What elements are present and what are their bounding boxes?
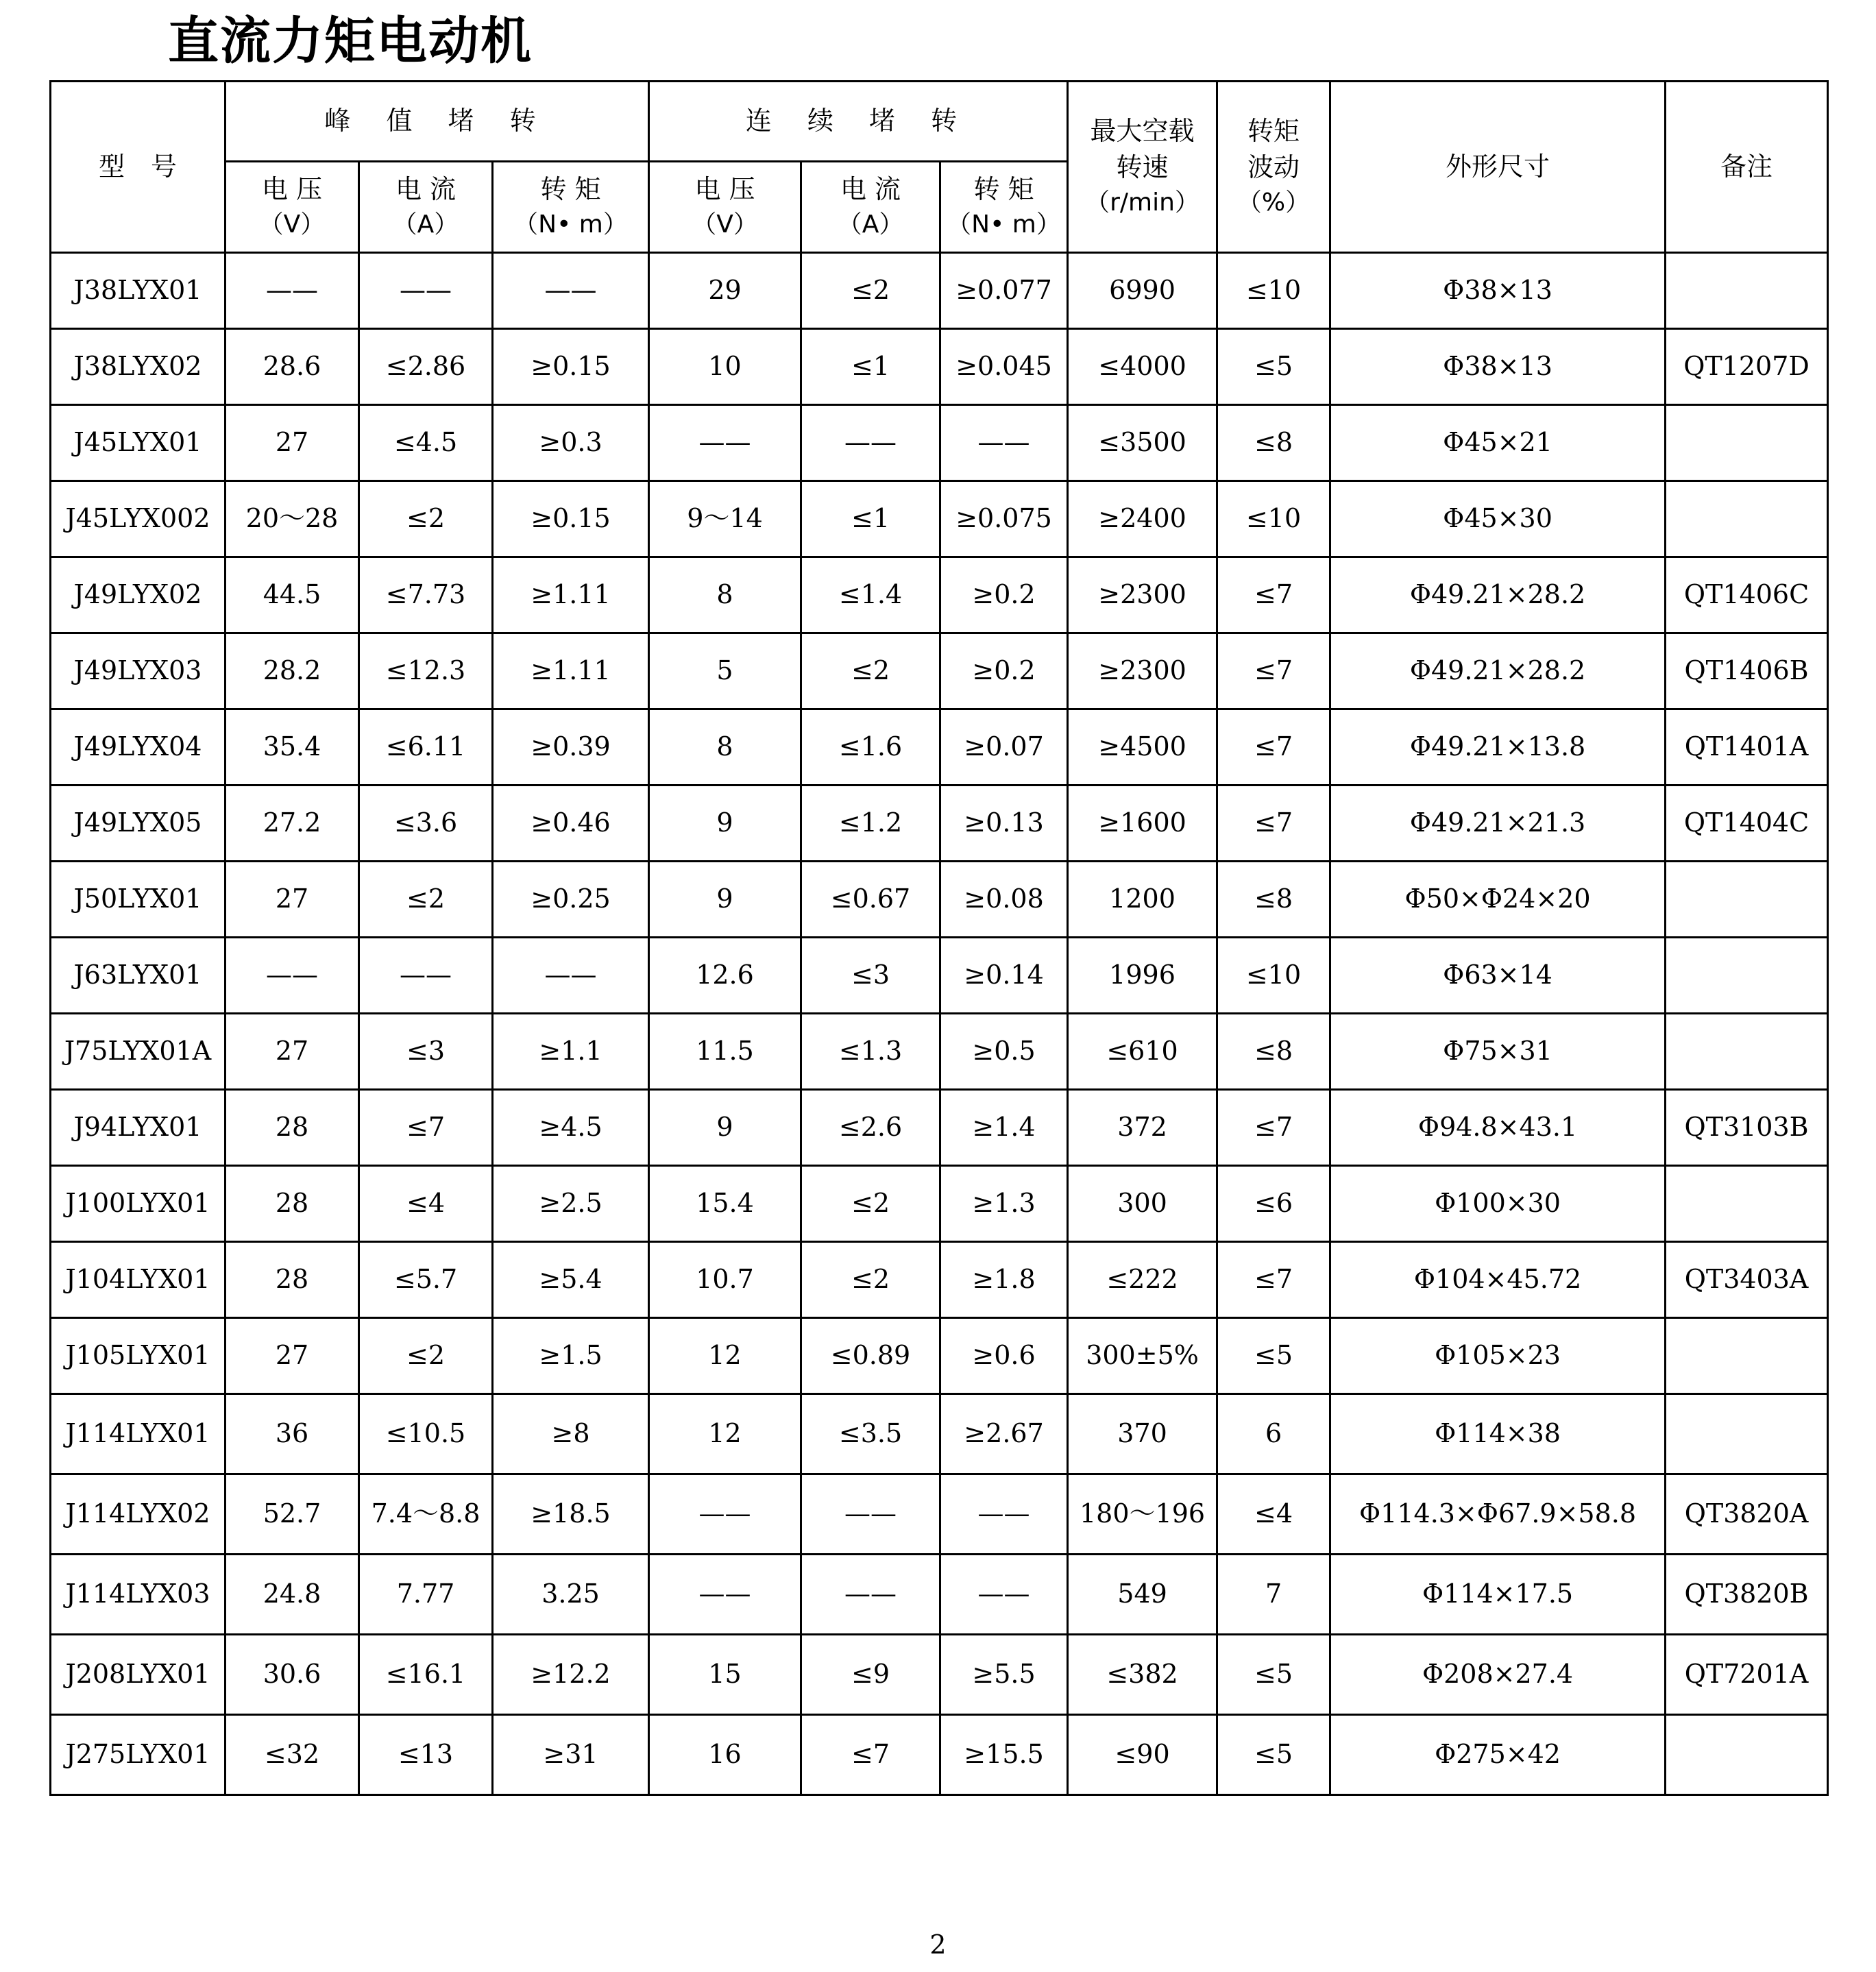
cell-dimensions: Φ208×27.4 (1330, 1635, 1666, 1715)
cell-peak-current: ≤2.86 (359, 329, 493, 405)
cell-remarks (1666, 1166, 1828, 1242)
cell-model: J45LYX002 (51, 481, 226, 557)
cell-cont-voltage: 9～14 (649, 481, 801, 557)
cell-max-speed: ≤382 (1068, 1635, 1217, 1715)
cell-max-speed: ≥1600 (1068, 786, 1217, 862)
cell-remarks: QT3403A (1666, 1242, 1828, 1318)
cell-max-speed: ≤90 (1068, 1715, 1217, 1795)
header-peak-stall: 峰 值 堵 转 (226, 82, 649, 162)
cell-peak-current: ≤2 (359, 481, 493, 557)
cell-dimensions: Φ49.21×13.8 (1330, 709, 1666, 786)
cell-cont-torque: ≥0.2 (940, 633, 1068, 709)
cell-cont-current: ≤2 (801, 1166, 940, 1242)
cell-dimensions: Φ75×31 (1330, 1014, 1666, 1090)
cell-max-speed: ≥4500 (1068, 709, 1217, 786)
table-row (51, 709, 1828, 786)
cell-remarks (1666, 1715, 1828, 1795)
cell-torque-ripple: ≤5 (1217, 329, 1330, 405)
cell-remarks (1666, 1394, 1828, 1474)
table-row (51, 862, 1828, 938)
cell-remarks (1666, 253, 1828, 329)
cell-dimensions: Φ100×30 (1330, 1166, 1666, 1242)
cell-cont-torque: —— (940, 405, 1068, 481)
cell-peak-voltage: 27 (226, 405, 359, 481)
cell-max-speed: ≥2400 (1068, 481, 1217, 557)
cell-cont-voltage: 15 (649, 1635, 801, 1715)
cell-remarks (1666, 862, 1828, 938)
cell-max-speed: 549 (1068, 1555, 1217, 1635)
cell-cont-torque: ≥0.14 (940, 938, 1068, 1014)
cell-cont-voltage: 15.4 (649, 1166, 801, 1242)
table-row (51, 786, 1828, 862)
cell-peak-current: —— (359, 253, 493, 329)
cell-cont-voltage: 11.5 (649, 1014, 801, 1090)
header-peak-torque: 转 矩 （N• m） (493, 162, 649, 253)
cell-max-speed: ≥2300 (1068, 557, 1217, 633)
cell-dimensions: Φ45×21 (1330, 405, 1666, 481)
cell-peak-current: 7.4～8.8 (359, 1474, 493, 1555)
cell-torque-ripple: ≤6 (1217, 1166, 1330, 1242)
header-cont-torque: 转 矩 （N• m） (940, 162, 1068, 253)
cell-cont-torque: ≥0.077 (940, 253, 1068, 329)
cell-cont-torque: ≥1.8 (940, 1242, 1068, 1318)
cell-peak-voltage: —— (226, 938, 359, 1014)
cell-model: J38LYX01 (51, 253, 226, 329)
cell-max-speed: 1200 (1068, 862, 1217, 938)
cell-dimensions: Φ114.3×Φ67.9×58.8 (1330, 1474, 1666, 1555)
cell-remarks: QT1404C (1666, 786, 1828, 862)
cell-cont-torque: ≥0.07 (940, 709, 1068, 786)
cell-model: J105LYX01 (51, 1318, 226, 1394)
cell-dimensions: Φ38×13 (1330, 329, 1666, 405)
cell-cont-voltage: 8 (649, 557, 801, 633)
cell-peak-current: ≤6.11 (359, 709, 493, 786)
cell-cont-torque: ≥15.5 (940, 1715, 1068, 1795)
cell-peak-torque: ≥0.15 (493, 329, 649, 405)
cell-cont-current: ≤3 (801, 938, 940, 1014)
header-max-speed: 最大空载 转速 （r/min） (1068, 82, 1217, 253)
header-torque-ripple: 转矩 波动 （%） (1217, 82, 1330, 253)
table-row (51, 1635, 1828, 1715)
cell-peak-torque: ≥0.39 (493, 709, 649, 786)
cell-remarks: QT7201A (1666, 1635, 1828, 1715)
header-cont-voltage: 电 压 （V） (649, 162, 801, 253)
cell-dimensions: Φ45×30 (1330, 481, 1666, 557)
cell-dimensions: Φ105×23 (1330, 1318, 1666, 1394)
cell-cont-current: ≤0.67 (801, 862, 940, 938)
cell-peak-current: ≤12.3 (359, 633, 493, 709)
cell-cont-current: ≤9 (801, 1635, 940, 1715)
cell-torque-ripple: ≤7 (1217, 557, 1330, 633)
table-row (51, 481, 1828, 557)
cell-peak-voltage: 27 (226, 862, 359, 938)
table-body (51, 253, 1828, 1795)
cell-cont-current: ≤7 (801, 1715, 940, 1795)
cell-dimensions: Φ275×42 (1330, 1715, 1666, 1795)
cell-peak-voltage: 28.2 (226, 633, 359, 709)
page-title: 直流力矩电动机 (168, 12, 533, 71)
cell-max-speed: 1996 (1068, 938, 1217, 1014)
cell-max-speed: 6990 (1068, 253, 1217, 329)
cell-model: J114LYX02 (51, 1474, 226, 1555)
cell-cont-torque: ≥0.5 (940, 1014, 1068, 1090)
cell-dimensions: Φ114×17.5 (1330, 1555, 1666, 1635)
cell-dimensions: Φ104×45.72 (1330, 1242, 1666, 1318)
cell-peak-current: ≤13 (359, 1715, 493, 1795)
cell-cont-voltage: 10 (649, 329, 801, 405)
cell-peak-torque: ≥12.2 (493, 1635, 649, 1715)
cell-cont-torque: —— (940, 1474, 1068, 1555)
cell-model: J94LYX01 (51, 1090, 226, 1166)
table-row (51, 633, 1828, 709)
header-continuous-stall: 连 续 堵 转 (649, 82, 1068, 162)
cell-model: J104LYX01 (51, 1242, 226, 1318)
cell-peak-torque: ≥0.25 (493, 862, 649, 938)
cell-model: J208LYX01 (51, 1635, 226, 1715)
cell-peak-voltage: —— (226, 253, 359, 329)
cell-cont-torque: ≥0.075 (940, 481, 1068, 557)
cell-dimensions: Φ38×13 (1330, 253, 1666, 329)
cell-peak-current: ≤7.73 (359, 557, 493, 633)
cell-dimensions: Φ114×38 (1330, 1394, 1666, 1474)
cell-max-speed: ≥2300 (1068, 633, 1217, 709)
cell-cont-torque: ≥0.045 (940, 329, 1068, 405)
cell-peak-voltage: 20～28 (226, 481, 359, 557)
table-row (51, 557, 1828, 633)
cell-model: J50LYX01 (51, 862, 226, 938)
cell-dimensions: Φ49.21×28.2 (1330, 557, 1666, 633)
cell-max-speed: ≤4000 (1068, 329, 1217, 405)
cell-remarks (1666, 938, 1828, 1014)
cell-cont-current: —— (801, 1555, 940, 1635)
table-row (51, 1242, 1828, 1318)
cell-torque-ripple: ≤7 (1217, 1242, 1330, 1318)
header-dimensions: 外形尺寸 (1330, 82, 1666, 253)
cell-cont-voltage: 9 (649, 1090, 801, 1166)
cell-peak-torque: ≥0.3 (493, 405, 649, 481)
cell-cont-current: ≤3.5 (801, 1394, 940, 1474)
cell-cont-current: ≤1 (801, 481, 940, 557)
cell-peak-current: ≤7 (359, 1090, 493, 1166)
cell-model: J45LYX01 (51, 405, 226, 481)
header-peak-current: 电 流 （A） (359, 162, 493, 253)
cell-peak-torque: ≥0.15 (493, 481, 649, 557)
cell-torque-ripple: ≤8 (1217, 405, 1330, 481)
cell-model: J114LYX03 (51, 1555, 226, 1635)
cell-cont-voltage: 10.7 (649, 1242, 801, 1318)
header-cont-current: 电 流 （A） (801, 162, 940, 253)
cell-peak-torque: ≥18.5 (493, 1474, 649, 1555)
cell-max-speed: 372 (1068, 1090, 1217, 1166)
cell-peak-current: ≤4.5 (359, 405, 493, 481)
cell-cont-voltage: 8 (649, 709, 801, 786)
cell-torque-ripple: ≤5 (1217, 1318, 1330, 1394)
cell-remarks (1666, 1014, 1828, 1090)
cell-dimensions: Φ63×14 (1330, 938, 1666, 1014)
cell-peak-current: 7.77 (359, 1555, 493, 1635)
cell-cont-torque: ≥0.2 (940, 557, 1068, 633)
table-row (51, 1715, 1828, 1795)
cell-max-speed: ≤222 (1068, 1242, 1217, 1318)
cell-dimensions: Φ94.8×43.1 (1330, 1090, 1666, 1166)
cell-peak-voltage: 28 (226, 1090, 359, 1166)
cell-remarks: QT3820B (1666, 1555, 1828, 1635)
cell-max-speed: ≤3500 (1068, 405, 1217, 481)
table-row (51, 253, 1828, 329)
cell-torque-ripple: ≤5 (1217, 1715, 1330, 1795)
cell-peak-torque: ≥1.11 (493, 633, 649, 709)
cell-cont-current: ≤2 (801, 633, 940, 709)
cell-cont-voltage: 5 (649, 633, 801, 709)
cell-peak-voltage: 28.6 (226, 329, 359, 405)
cell-dimensions: Φ49.21×21.3 (1330, 786, 1666, 862)
cell-peak-torque: ≥2.5 (493, 1166, 649, 1242)
cell-cont-voltage: 16 (649, 1715, 801, 1795)
cell-peak-current: ≤5.7 (359, 1242, 493, 1318)
table-row (51, 329, 1828, 405)
cell-cont-torque: ≥1.3 (940, 1166, 1068, 1242)
cell-torque-ripple: ≤10 (1217, 481, 1330, 557)
table-row (51, 405, 1828, 481)
cell-model: J49LYX05 (51, 786, 226, 862)
cell-remarks (1666, 1318, 1828, 1394)
cell-cont-current: ≤1.2 (801, 786, 940, 862)
cell-peak-current: ≤2 (359, 1318, 493, 1394)
cell-cont-voltage: —— (649, 405, 801, 481)
cell-peak-voltage: 24.8 (226, 1555, 359, 1635)
cell-torque-ripple: ≤10 (1217, 938, 1330, 1014)
cell-peak-torque: ≥1.11 (493, 557, 649, 633)
cell-peak-current: ≤4 (359, 1166, 493, 1242)
cell-cont-voltage: 9 (649, 862, 801, 938)
cell-model: J114LYX01 (51, 1394, 226, 1474)
cell-peak-current: ≤2 (359, 862, 493, 938)
cell-torque-ripple: ≤7 (1217, 709, 1330, 786)
cell-cont-torque: ≥5.5 (940, 1635, 1068, 1715)
cell-cont-torque: ≥1.4 (940, 1090, 1068, 1166)
cell-torque-ripple: ≤7 (1217, 1090, 1330, 1166)
cell-cont-torque: ≥0.6 (940, 1318, 1068, 1394)
cell-peak-voltage: 36 (226, 1394, 359, 1474)
cell-peak-torque: ≥0.46 (493, 786, 649, 862)
cell-peak-voltage: 28 (226, 1242, 359, 1318)
cell-peak-current: ≤10.5 (359, 1394, 493, 1474)
cell-max-speed: 370 (1068, 1394, 1217, 1474)
cell-cont-current: ≤1.4 (801, 557, 940, 633)
cell-model: J275LYX01 (51, 1715, 226, 1795)
cell-model: J49LYX03 (51, 633, 226, 709)
header-remarks: 备注 (1666, 82, 1828, 253)
cell-remarks: QT1401A (1666, 709, 1828, 786)
cell-peak-torque: ≥5.4 (493, 1242, 649, 1318)
cell-cont-voltage: 29 (649, 253, 801, 329)
table-row (51, 1166, 1828, 1242)
cell-cont-current: —— (801, 1474, 940, 1555)
cell-torque-ripple: ≤7 (1217, 633, 1330, 709)
cell-model: J100LYX01 (51, 1166, 226, 1242)
cell-peak-torque: ≥8 (493, 1394, 649, 1474)
cell-remarks: QT1207D (1666, 329, 1828, 405)
cell-peak-torque: ≥1.5 (493, 1318, 649, 1394)
table-row (51, 938, 1828, 1014)
cell-peak-torque: ≥31 (493, 1715, 649, 1795)
cell-max-speed: 300 (1068, 1166, 1217, 1242)
cell-peak-voltage: 30.6 (226, 1635, 359, 1715)
cell-remarks: QT3103B (1666, 1090, 1828, 1166)
motor-spec-table (49, 80, 1829, 1796)
cell-torque-ripple: ≤4 (1217, 1474, 1330, 1555)
cell-cont-voltage: 12 (649, 1394, 801, 1474)
cell-cont-current: ≤2 (801, 1242, 940, 1318)
page-number: 2 (929, 1930, 947, 1960)
cell-cont-torque: ≥2.67 (940, 1394, 1068, 1474)
cell-peak-voltage: 27 (226, 1014, 359, 1090)
cell-peak-torque: 3.25 (493, 1555, 649, 1635)
cell-peak-current: —— (359, 938, 493, 1014)
cell-cont-voltage: 12 (649, 1318, 801, 1394)
cell-cont-current: ≤1.6 (801, 709, 940, 786)
cell-peak-current: ≤16.1 (359, 1635, 493, 1715)
cell-cont-current: —— (801, 405, 940, 481)
cell-cont-voltage: —— (649, 1474, 801, 1555)
cell-peak-current: ≤3 (359, 1014, 493, 1090)
cell-model: J49LYX02 (51, 557, 226, 633)
cell-torque-ripple: ≤5 (1217, 1635, 1330, 1715)
cell-dimensions: Φ50×Φ24×20 (1330, 862, 1666, 938)
cell-dimensions: Φ49.21×28.2 (1330, 633, 1666, 709)
cell-peak-torque: ≥1.1 (493, 1014, 649, 1090)
cell-peak-torque: —— (493, 938, 649, 1014)
cell-torque-ripple: ≤7 (1217, 786, 1330, 862)
cell-peak-torque: ≥4.5 (493, 1090, 649, 1166)
table-row (51, 1090, 1828, 1166)
cell-remarks: QT3820A (1666, 1474, 1828, 1555)
cell-peak-current: ≤3.6 (359, 786, 493, 862)
cell-peak-torque: —— (493, 253, 649, 329)
cell-model: J63LYX01 (51, 938, 226, 1014)
cell-cont-torque: —— (940, 1555, 1068, 1635)
cell-max-speed: 300±5% (1068, 1318, 1217, 1394)
cell-remarks: QT1406C (1666, 557, 1828, 633)
cell-peak-voltage: 52.7 (226, 1474, 359, 1555)
cell-cont-current: ≤2 (801, 253, 940, 329)
cell-cont-current: ≤1.3 (801, 1014, 940, 1090)
cell-peak-voltage: ≤32 (226, 1715, 359, 1795)
cell-cont-current: ≤0.89 (801, 1318, 940, 1394)
cell-cont-torque: ≥0.08 (940, 862, 1068, 938)
cell-torque-ripple: 7 (1217, 1555, 1330, 1635)
cell-cont-voltage: 12.6 (649, 938, 801, 1014)
header-peak-voltage: 电 压 （V） (226, 162, 359, 253)
cell-max-speed: ≤610 (1068, 1014, 1217, 1090)
cell-remarks (1666, 405, 1828, 481)
cell-cont-voltage: 9 (649, 786, 801, 862)
cell-model: J38LYX02 (51, 329, 226, 405)
cell-torque-ripple: ≤10 (1217, 253, 1330, 329)
cell-model: J75LYX01A (51, 1014, 226, 1090)
cell-peak-voltage: 28 (226, 1166, 359, 1242)
cell-cont-voltage: —— (649, 1555, 801, 1635)
table-row (51, 1555, 1828, 1635)
cell-peak-voltage: 27.2 (226, 786, 359, 862)
table-row (51, 1394, 1828, 1474)
cell-peak-voltage: 44.5 (226, 557, 359, 633)
cell-model: J49LYX04 (51, 709, 226, 786)
table-row (51, 1014, 1828, 1090)
table-row (51, 1474, 1828, 1555)
cell-max-speed: 180～196 (1068, 1474, 1217, 1555)
table-row (51, 1318, 1828, 1394)
cell-torque-ripple: ≤8 (1217, 1014, 1330, 1090)
cell-peak-voltage: 35.4 (226, 709, 359, 786)
cell-torque-ripple: ≤8 (1217, 862, 1330, 938)
cell-remarks (1666, 481, 1828, 557)
cell-torque-ripple: 6 (1217, 1394, 1330, 1474)
cell-remarks: QT1406B (1666, 633, 1828, 709)
cell-cont-torque: ≥0.13 (940, 786, 1068, 862)
header-model: 型 号 (51, 82, 226, 253)
cell-peak-voltage: 27 (226, 1318, 359, 1394)
cell-cont-current: ≤1 (801, 329, 940, 405)
cell-cont-current: ≤2.6 (801, 1090, 940, 1166)
